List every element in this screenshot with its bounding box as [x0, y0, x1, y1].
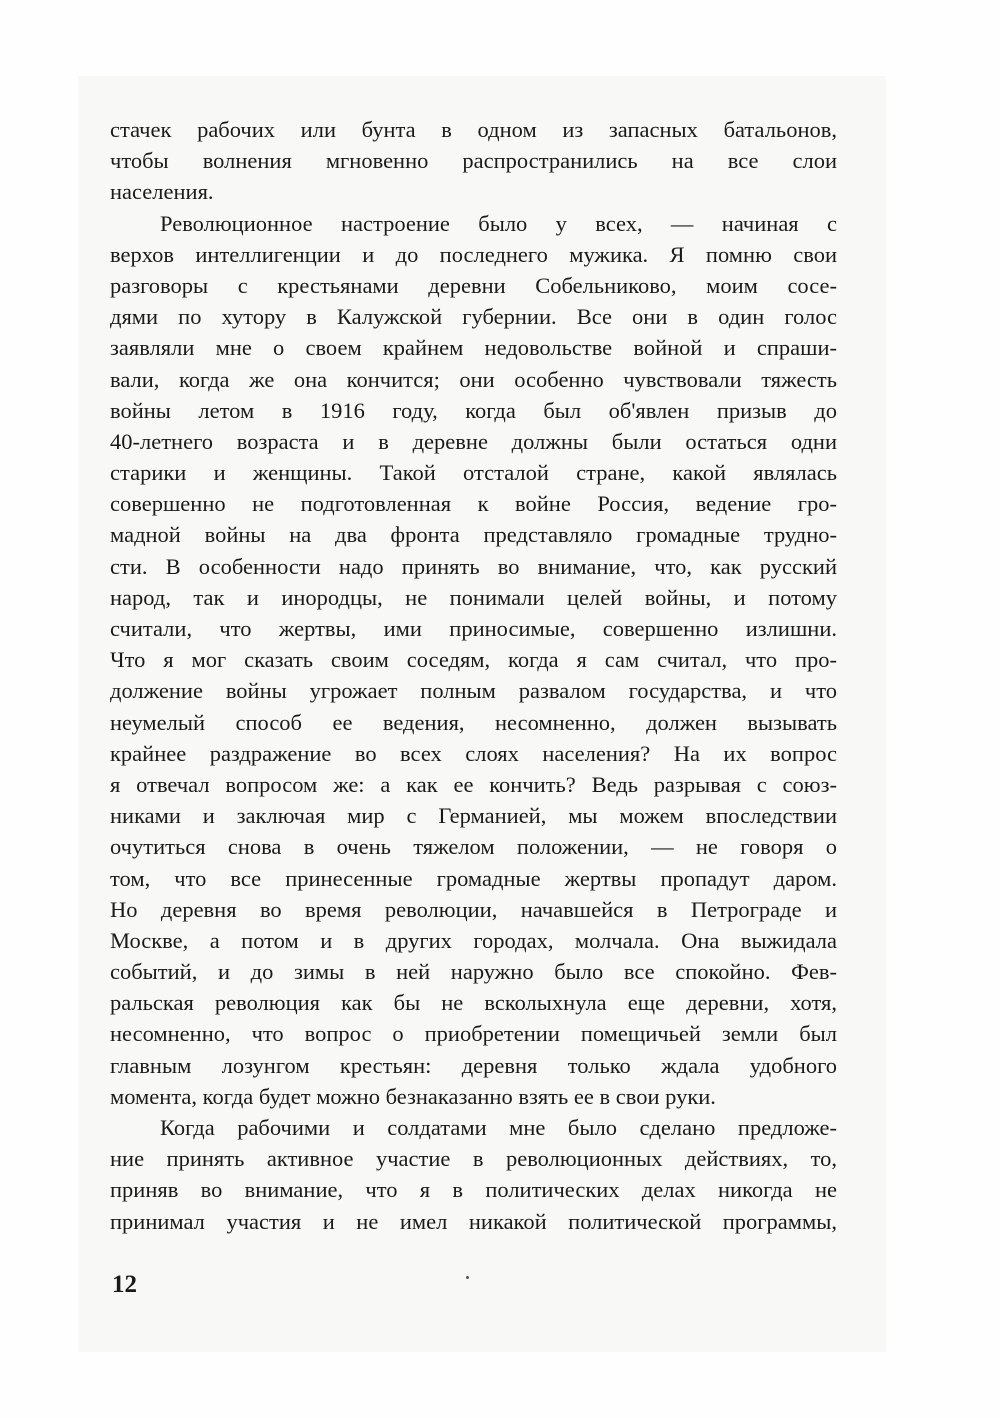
text-line: дями по хутору в Калужской губернии. Все они в один голос: [110, 304, 837, 330]
text-line: 40-летнего возраста и в деревне должны были остаться одни: [110, 428, 837, 454]
text-line: том, что все принесенные громадные жертвы пропадут даром.: [110, 865, 837, 891]
text-line: я отвечал вопросом же: а как ее кончить? Ведь разрывая с союз-: [110, 771, 837, 797]
text-line: событий, и до зимы в ней наружно было все спокойно. Фев-: [110, 959, 837, 985]
text-line: Когда рабочими и солдатами мне было сделано предложе-: [160, 1115, 837, 1140]
text-line: разговоры с крестьянами деревни Собельниково, моим сосе-: [110, 272, 837, 298]
text-line: крайнее раздражение во всех слоях населения? На их вопрос: [110, 740, 837, 766]
text-line: старики и женщины. Такой отсталой стране, какой являлась: [110, 460, 837, 486]
text-line: населения.: [110, 179, 214, 205]
text-line: должение войны угрожает полным развалом государства, и что: [110, 678, 837, 704]
text-line: ние принять активное участие в революционных действиях, то,: [110, 1146, 837, 1172]
text-line: Революционное настроение было у всех, — начиная с: [160, 210, 837, 236]
text-line: народ, так и инородцы, не понимали целей войны, и потому: [110, 584, 837, 610]
text-line: чтобы волнения мгновенно распространились на все слои: [110, 148, 837, 174]
text-line: считали, что жертвы, ими приносимые, совершенно излишни.: [110, 616, 837, 641]
text-line: Что я мог сказать своим соседям, когда я сам считал, что про-: [110, 647, 837, 673]
text-line: войны летом в 1916 году, когда был об'явлен призыв до: [110, 397, 837, 423]
text-line: заявляли мне о своем крайнем недовольстве войной и спраши-: [110, 335, 837, 361]
text-line: ральская революция как бы не всколыхнула еще деревни, хотя,: [110, 990, 837, 1016]
text-line: несомненно, что вопрос о приобретении помещичьей земли был: [110, 1021, 837, 1047]
text-line: Москве, а потом и в других городах, молчала. Она выжидала: [110, 927, 837, 953]
text-line: очутиться снова в очень тяжелом положении, — не говоря о: [110, 834, 837, 860]
page-number: 12: [112, 1271, 137, 1298]
text-line: момента, когда будет можно безнаказанно взять ее в свои руки.: [110, 1083, 716, 1109]
scan-speck: [466, 1276, 469, 1279]
text-line: никами и заключая мир с Германией, мы можем впоследствии: [110, 803, 837, 829]
text-line: мадной войны на два фронта представляло громадные трудно-: [110, 522, 837, 548]
text-line: главным лозунгом крестьян: деревня только ждала удобного: [110, 1052, 837, 1078]
text-line: принимал участия и не имел никакой политической программы,: [110, 1208, 837, 1234]
text-line: сти. В особенности надо принять во внимание, что, как русский: [110, 553, 837, 579]
text-line: вали, когда же она кончится; они особенно чувствовали тяжесть: [110, 366, 837, 392]
body-text: [110, 114, 837, 1237]
text-line: неумелый способ ее ведения, несомненно, должен вызывать: [110, 709, 837, 735]
text-line: Но деревня во время революции, начавшейся в Петрограде и: [110, 896, 837, 922]
text-line: совершенно не подготовленная к войне Россия, ведение гро-: [110, 491, 837, 517]
text-line: стачек рабочих или бунта в одном из запасных батальонов,: [110, 117, 837, 142]
text-line: верхов интеллигенции и до последнего мужика. Я помню свои: [110, 241, 837, 267]
text-line: приняв во внимание, что я в политических делах никогда не: [110, 1177, 837, 1203]
